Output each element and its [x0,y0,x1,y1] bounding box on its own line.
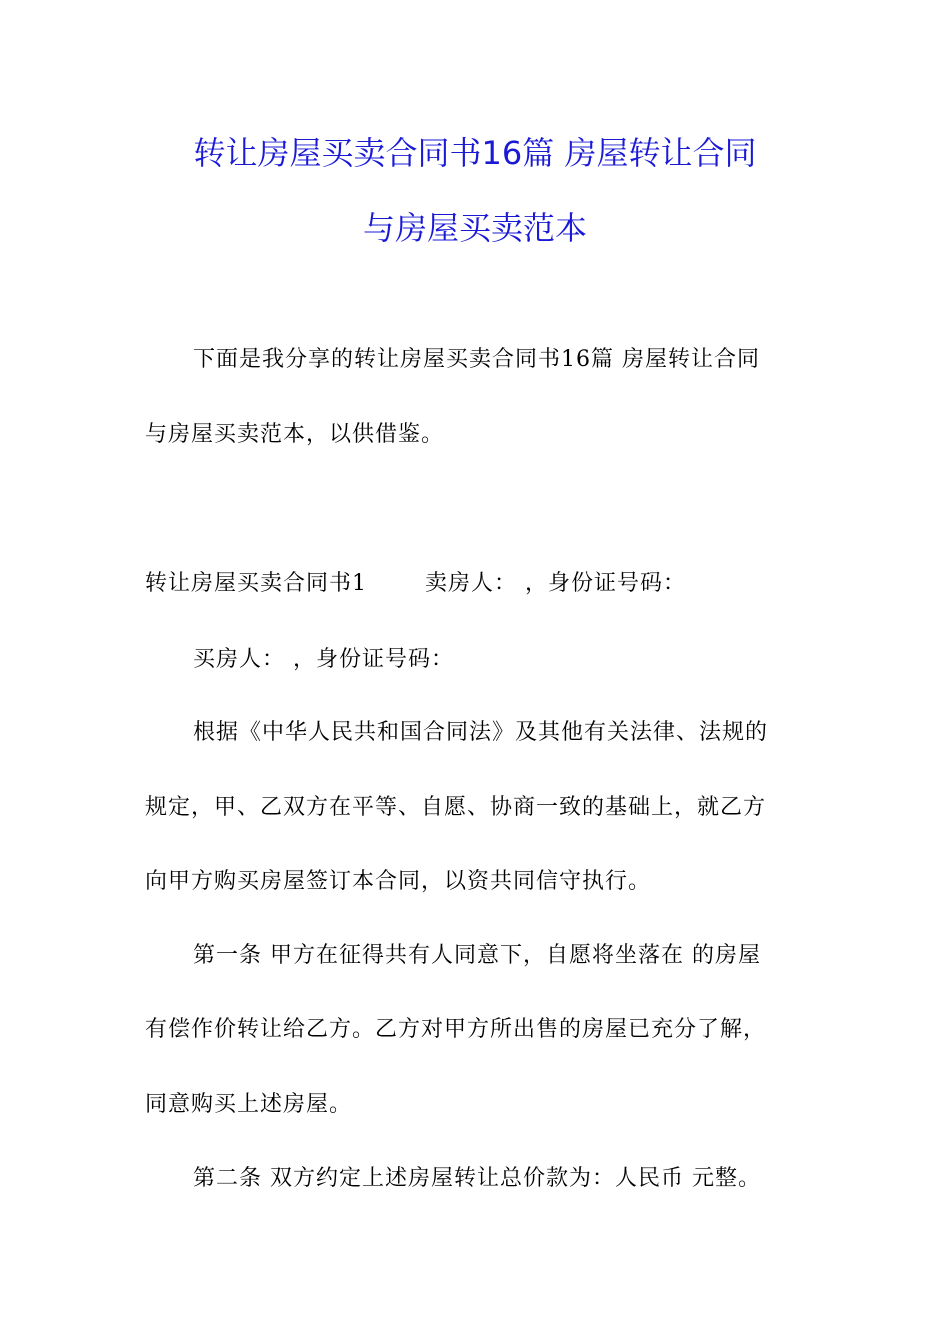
contract-heading-row [145,569,845,599]
intro-paragraph-line-2: 与房屋买卖范本，以供借鉴。 [145,422,445,447]
article-1-line-3: 同意购买上述房屋。 [145,1092,353,1117]
article-2-line-1: 第二条 双方约定上述房屋转让总价款为：人民币 元整。 [193,1166,761,1191]
document-title-line-1: 转让房屋买卖合同书16篇 房屋转让合同 [193,134,757,172]
basis-paragraph-line-1: 根据《中华人民共和国合同法》及其他有关法律、法规的 [193,720,769,745]
basis-paragraph-line-2: 规定，甲、乙双方在平等、自愿、协商一致的基础上，就乙方 [145,795,767,820]
article-1-line-1: 第一条 甲方在征得共有人同意下，自愿将坐落在 的房屋 [193,943,761,968]
contract-heading: 转让房屋买卖合同书1 [145,571,367,596]
article-1-line-2: 有偿作价转让给乙方。乙方对甲方所出售的房屋已充分了解， [145,1017,767,1042]
buyer-line: 买房人： ，身份证号码： [193,647,454,672]
basis-paragraph-line-3: 向甲方购买房屋签订本合同，以资共同信守执行。 [145,869,652,894]
document-title-line-2: 与房屋买卖范本 [362,209,587,247]
intro-paragraph-line-1: 下面是我分享的转让房屋买卖合同书16篇 房屋转让合同 [193,347,760,372]
seller-line: 卖房人： ，身份证号码： [425,571,686,596]
